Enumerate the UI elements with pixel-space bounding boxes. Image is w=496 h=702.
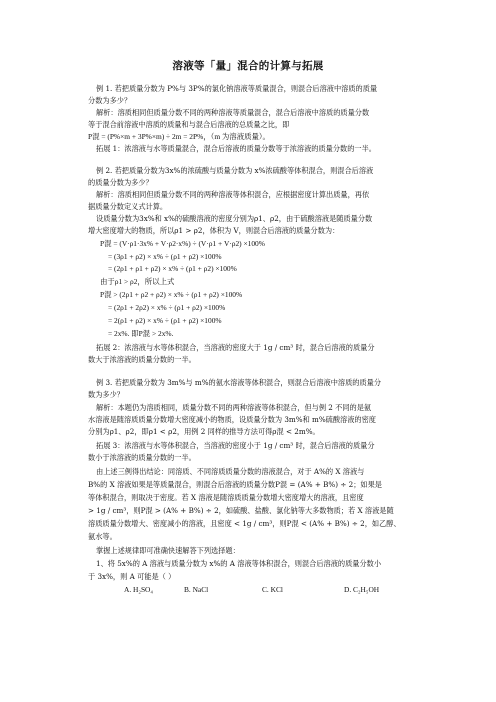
extension-2-line-2: 数大于浓溶液的质量分数的一半。 [88, 355, 196, 364]
conclusion-line-4: > 1g / cm³，则P混 > (A% + B%) ÷ 2，如硫酸、盐酸、氯化钠等大多数物质；若 X 溶液是随 [88, 506, 394, 515]
conclusion-line-5: 溶质质量分数增大、密度减小的溶液，且密度 < 1g / cm³，则P混 < (A% + B%) ÷ 2，如乙醇、 [88, 519, 401, 528]
formula-2-line-8: = 2x%. 即P混 > 2x%. [108, 329, 174, 338]
formula-2-line-5: P混 > (2ρ1 + ρ2 + ρ2) × x% ÷ (ρ1 + ρ2) ×100% [100, 290, 243, 299]
solution-3-line-3: 分别为ρ1、ρ2，即ρ1 < ρ2，用例 2 同样的推导方法可得ρ混 < 2m%。 [88, 427, 320, 436]
conclusion-line-1: 由上述三例得出结论：同溶质、不同溶质质量分数的溶液混合，对于 A%的 X 溶液与 [96, 467, 365, 476]
question-1-line-1: 1、将 5x%的 A 溶液与质量分数为 x%的 A 溶液等体积混合，则混合后溶液的质量分数小 [96, 559, 382, 568]
extension-3-line-2: 数小于浓溶液的质量分数的一半。 [88, 453, 196, 462]
option-a: A. H₂SO₄ [124, 585, 153, 594]
solution-3-line-1: 解析：本题仍为溶质相同，质量分数不同的两种溶液等体积混合，但与例 2 不同的是氨 [96, 403, 372, 412]
solution-1-line-1: 解析：溶质相同但质量分数不同的两种溶液等质量混合，混合后溶液中溶质的质量分数 [96, 108, 370, 117]
example-3-line-1: 例 3. 若把质量分数为 3m%与 m%的氨水溶液等体积混合，则混合后溶液中溶质的质量分 [96, 378, 382, 387]
extension-3-line-1: 拓展 3：浓溶液与水等体积混合，当溶液的密度小于 1g / cm³ 时，混合后溶液的质量分 [96, 441, 375, 450]
solution-2-line-1: 解析：溶质相同但质量分数不同的两种溶液等体积混合，应根据密度计算出质量，再依 [96, 190, 370, 199]
option-b: B. NaCl [184, 585, 209, 594]
page-title: 溶液等「量」混合的计算与拓展 [172, 60, 324, 72]
example-1-line-2: 分数为多少？ [88, 96, 132, 105]
solution-2-line-2: 据质量分数定义式计算。 [88, 202, 168, 211]
formula-2-line-6: = (2ρ1 + 2ρ2) × x% ÷ (ρ1 + ρ2) ×100% [108, 303, 226, 312]
option-c: C. KCl [262, 585, 283, 594]
formula-2-line-4: 由于ρ1 > ρ2，所以上式 [100, 277, 175, 286]
formula-2-line-7: = 2(ρ1 + ρ2) × x% ÷ (ρ1 + ρ2) ×100% [108, 316, 222, 325]
example-2-line-2: 的质量分数为多少？ [88, 178, 153, 187]
example-1-line-1: 例 1. 若把质量分数为 P%与 3P%的氯化钠溶液等质量混合，则混合后溶液中溶质的质量 [96, 84, 378, 93]
formula-2-line-3: = (2ρ1 + ρ1 + ρ2) × x% ÷ (ρ1 + ρ2) ×100% [108, 264, 237, 273]
conclusion-line-2: B%的 X 溶液如果是等质量混合，则混合后溶液的质量分数P混 = (A% + B%) ÷ 2；如果是 [88, 480, 382, 489]
formula-2-line-2: = (3ρ1 + ρ2) × x% ÷ (ρ1 + ρ2) ×100% [108, 252, 222, 261]
question-1-line-2: 于 3x%，则 A 可能是（ ） [88, 572, 176, 581]
formula-2-line-1: P混 = (V·ρ1·3x% + V·ρ2·x%) ÷ (V·ρ1 + V·ρ2) ×100% [100, 239, 265, 248]
conclusion-line-6: 氨水等。 [88, 532, 117, 541]
extension-1: 拓展 1：浓溶液与水等质量混合，混合后溶液的质量分数等于浓溶液的质量分数的一半。 [96, 144, 376, 153]
option-d: D. C₂H₅OH [344, 585, 380, 594]
solution-3-line-2: 水溶液是随溶质质量分数增大密度减小的物质，设质量分数为 3m%和 m%硫酸溶液的密度 [88, 415, 376, 424]
solution-2-line-4: 增大密度增大的物质，所以ρ1 > ρ2，体积为 V，则混合后溶液的质量分数为： [88, 226, 340, 235]
extension-2-line-1: 拓展 2：浓溶液与水等体积混合，当溶液的密度大于 1g / cm³ 时，混合后溶液的质量分 [96, 343, 375, 352]
solution-2-line-3: 设质量分数为3x%和 x%的硫酸溶液的密度分别为ρ1、ρ2，由于硫酸溶液是随质量分数 [96, 214, 373, 223]
example-2-line-1: 例 2. 若把质量分数为3x%的浓硫酸与质量分数为 x%浓硫酸等体积混合，则混合后溶液 [96, 166, 374, 175]
solution-1-line-2: 等于混合前溶液中溶质的质量和与混合后溶液的总质量之比，即 [88, 120, 290, 129]
formula-1: P混 = (P%×m + 3P%×m) ÷ 2m = 2P%，（m 为溶液质量）。 [88, 132, 270, 141]
practice-intro: 掌握上述规律即可准确快速解答下列选择题： [96, 546, 240, 555]
conclusion-line-3: 等体积混合，则取决于密度。若 X 溶液是随溶质质量分数增大密度增大的溶液，且密度 [88, 493, 364, 502]
example-3-line-2: 数为多少？ [88, 390, 124, 399]
